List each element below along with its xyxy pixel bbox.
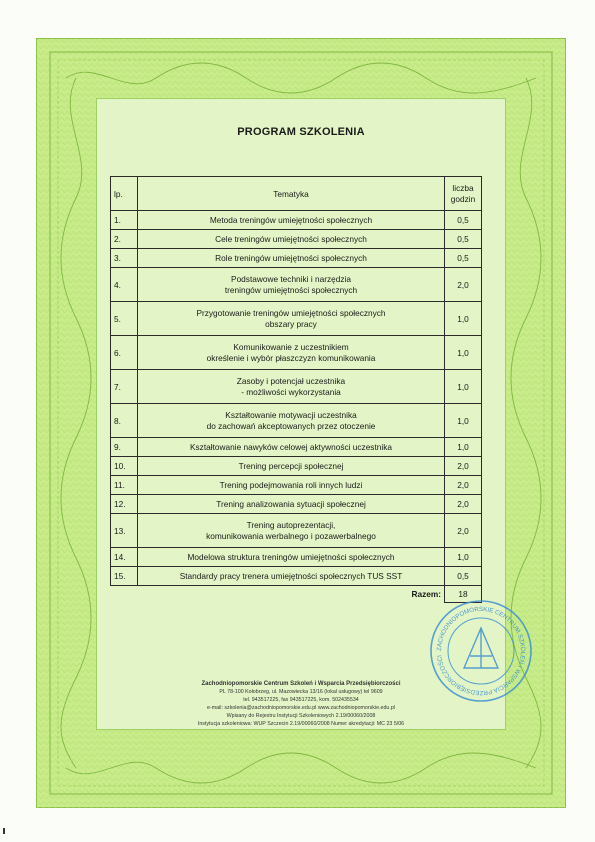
topic-line: Metoda treningów umiejętności społecznych [209, 214, 373, 225]
row-hours: 0,5 [445, 211, 482, 230]
table-row [111, 476, 482, 495]
row-hours: 0,5 [445, 230, 482, 249]
row-hours: 2,0 [445, 514, 482, 548]
topic-line: Komunikowanie z uczestnikiem [233, 341, 349, 352]
footer-line: PL 78-100 Kołobrzeg, ul. Mazowiecka 13/16 (lokal usługowy) tel 9609 [219, 689, 383, 695]
topic-line: Trening analizowania sytuacji społecznej [216, 498, 366, 509]
footer-line: Instytucja szkoleniowa: WUP Szczecin 2.19/00060/2008 Numer akredytacji: MC 23 5/06 [197, 721, 405, 727]
row-number: 12. [111, 495, 138, 514]
table-row [111, 438, 482, 457]
topic-line: Przygotowanie treningów umiejętności społecznych [196, 307, 386, 318]
row-number: 9. [111, 438, 138, 457]
footer-line: e-mail: szkolenia@zachodniopomorskie.edu.pl www.zachodniopomorskie.edu.pl [207, 705, 395, 711]
topic-line: komunikowania werbalnego i pozawerbalnego [206, 530, 376, 541]
row-topic [138, 567, 445, 586]
table-row [111, 495, 482, 514]
program-table [110, 176, 482, 603]
topic-line: obszary pracy [265, 318, 317, 329]
row-topic [138, 302, 445, 336]
table-row [111, 514, 482, 548]
stamp-ring-text: ZACHODNIOPOMORSKIE CENTRUM SZKOLEŃ I WSPARCIA PRZEDSIĘBIORCZOŚCI [435, 605, 527, 697]
row-hours: 2,0 [445, 495, 482, 514]
topic-line: treningów umiejętności społecznych [224, 284, 358, 295]
header-hours-line1: liczba [452, 182, 474, 193]
row-topic [138, 230, 445, 249]
table-row [111, 211, 482, 230]
row-hours: 1,0 [445, 302, 482, 336]
row-number: 6. [111, 336, 138, 370]
header-hours [445, 177, 482, 211]
row-hours: 1,0 [445, 370, 482, 404]
row-topic [138, 211, 445, 230]
row-topic [138, 548, 445, 567]
topic-line: Role treningów umiejętności społecznych [215, 252, 367, 263]
footer-line: tel. 943517225, fax 943517225, kom. 502435534 [243, 697, 359, 703]
table-row [111, 249, 482, 268]
topic-line: Trening percepcji społecznej [238, 460, 344, 471]
row-topic [138, 495, 445, 514]
organization-name: Zachodniopomorskie Centrum Szkoleń i Wsparcia Przedsiębiorczości [201, 681, 401, 687]
table-row [111, 302, 482, 336]
topic-line: Zasoby i potencjał uczestnika [236, 375, 346, 386]
row-hours: 2,0 [445, 476, 482, 495]
header-hours-line2: godzin [450, 193, 476, 204]
row-topic [138, 249, 445, 268]
table-row [111, 548, 482, 567]
topic-line: Kształtowanie motywacji uczestnika [225, 409, 357, 420]
table-row [111, 268, 482, 302]
header-topic: Tematyka [138, 177, 445, 211]
row-number: 1. [111, 211, 138, 230]
topic-line: do zachowań akceptowanych przez otoczenie [206, 420, 376, 431]
row-topic [138, 370, 445, 404]
table-row [111, 230, 482, 249]
round-stamp [428, 598, 534, 704]
organization-footer [150, 680, 452, 728]
row-number: 4. [111, 268, 138, 302]
row-hours: 1,0 [445, 548, 482, 567]
row-number: 2. [111, 230, 138, 249]
row-topic [138, 336, 445, 370]
topic-line: Standardy pracy trenera umiejętności społecznych TUS SST [179, 570, 403, 581]
topic-line: Trening autoprezentacji, [246, 519, 336, 530]
row-hours: 2,0 [445, 457, 482, 476]
total-label: Razem: [411, 589, 441, 600]
row-number: 11. [111, 476, 138, 495]
row-topic [138, 457, 445, 476]
topic-line: określenie i wybór płaszczyzn komunikowania [206, 352, 376, 363]
row-hours: 1,0 [445, 404, 482, 438]
row-number: 13. [111, 514, 138, 548]
row-topic [138, 476, 445, 495]
page-title: PROGRAM SZKOLENIA [237, 126, 365, 138]
row-number: 14. [111, 548, 138, 567]
row-number: 7. [111, 370, 138, 404]
table-row [111, 370, 482, 404]
footer-line: Wpisany do Rejestru Instytucji Szkoleniowych 2.19/00060/2008 [226, 713, 376, 719]
row-topic [138, 514, 445, 548]
topic-line: Modelowa struktura treningów umiejętności społecznych [187, 551, 395, 562]
row-hours: 1,0 [445, 336, 482, 370]
table-row [111, 567, 482, 586]
header-lp: lp. [111, 177, 138, 211]
row-hours: 1,0 [445, 438, 482, 457]
row-number: 3. [111, 249, 138, 268]
edge-mark [3, 828, 5, 834]
topic-line: Trening podejmowania roli innych ludzi [219, 479, 363, 490]
row-topic [138, 404, 445, 438]
topic-line: Cele treningów umiejętności społecznych [215, 233, 367, 244]
row-hours: 0,5 [445, 249, 482, 268]
topic-line: - możliwości wykorzystania [241, 386, 341, 397]
total-value: 18 [445, 586, 482, 603]
row-number: 10. [111, 457, 138, 476]
row-topic [138, 438, 445, 457]
row-number: 15. [111, 567, 138, 586]
row-number: 8. [111, 404, 138, 438]
row-hours: 0,5 [445, 567, 482, 586]
row-hours: 2,0 [445, 268, 482, 302]
table-row [111, 336, 482, 370]
table-row [111, 404, 482, 438]
topic-line: Podstawowe techniki i narzędzia [231, 273, 351, 284]
row-number: 5. [111, 302, 138, 336]
table-row [111, 457, 482, 476]
row-topic [138, 268, 445, 302]
topic-line: Kształtowanie nawyków celowej aktywności uczestnika [190, 441, 392, 452]
